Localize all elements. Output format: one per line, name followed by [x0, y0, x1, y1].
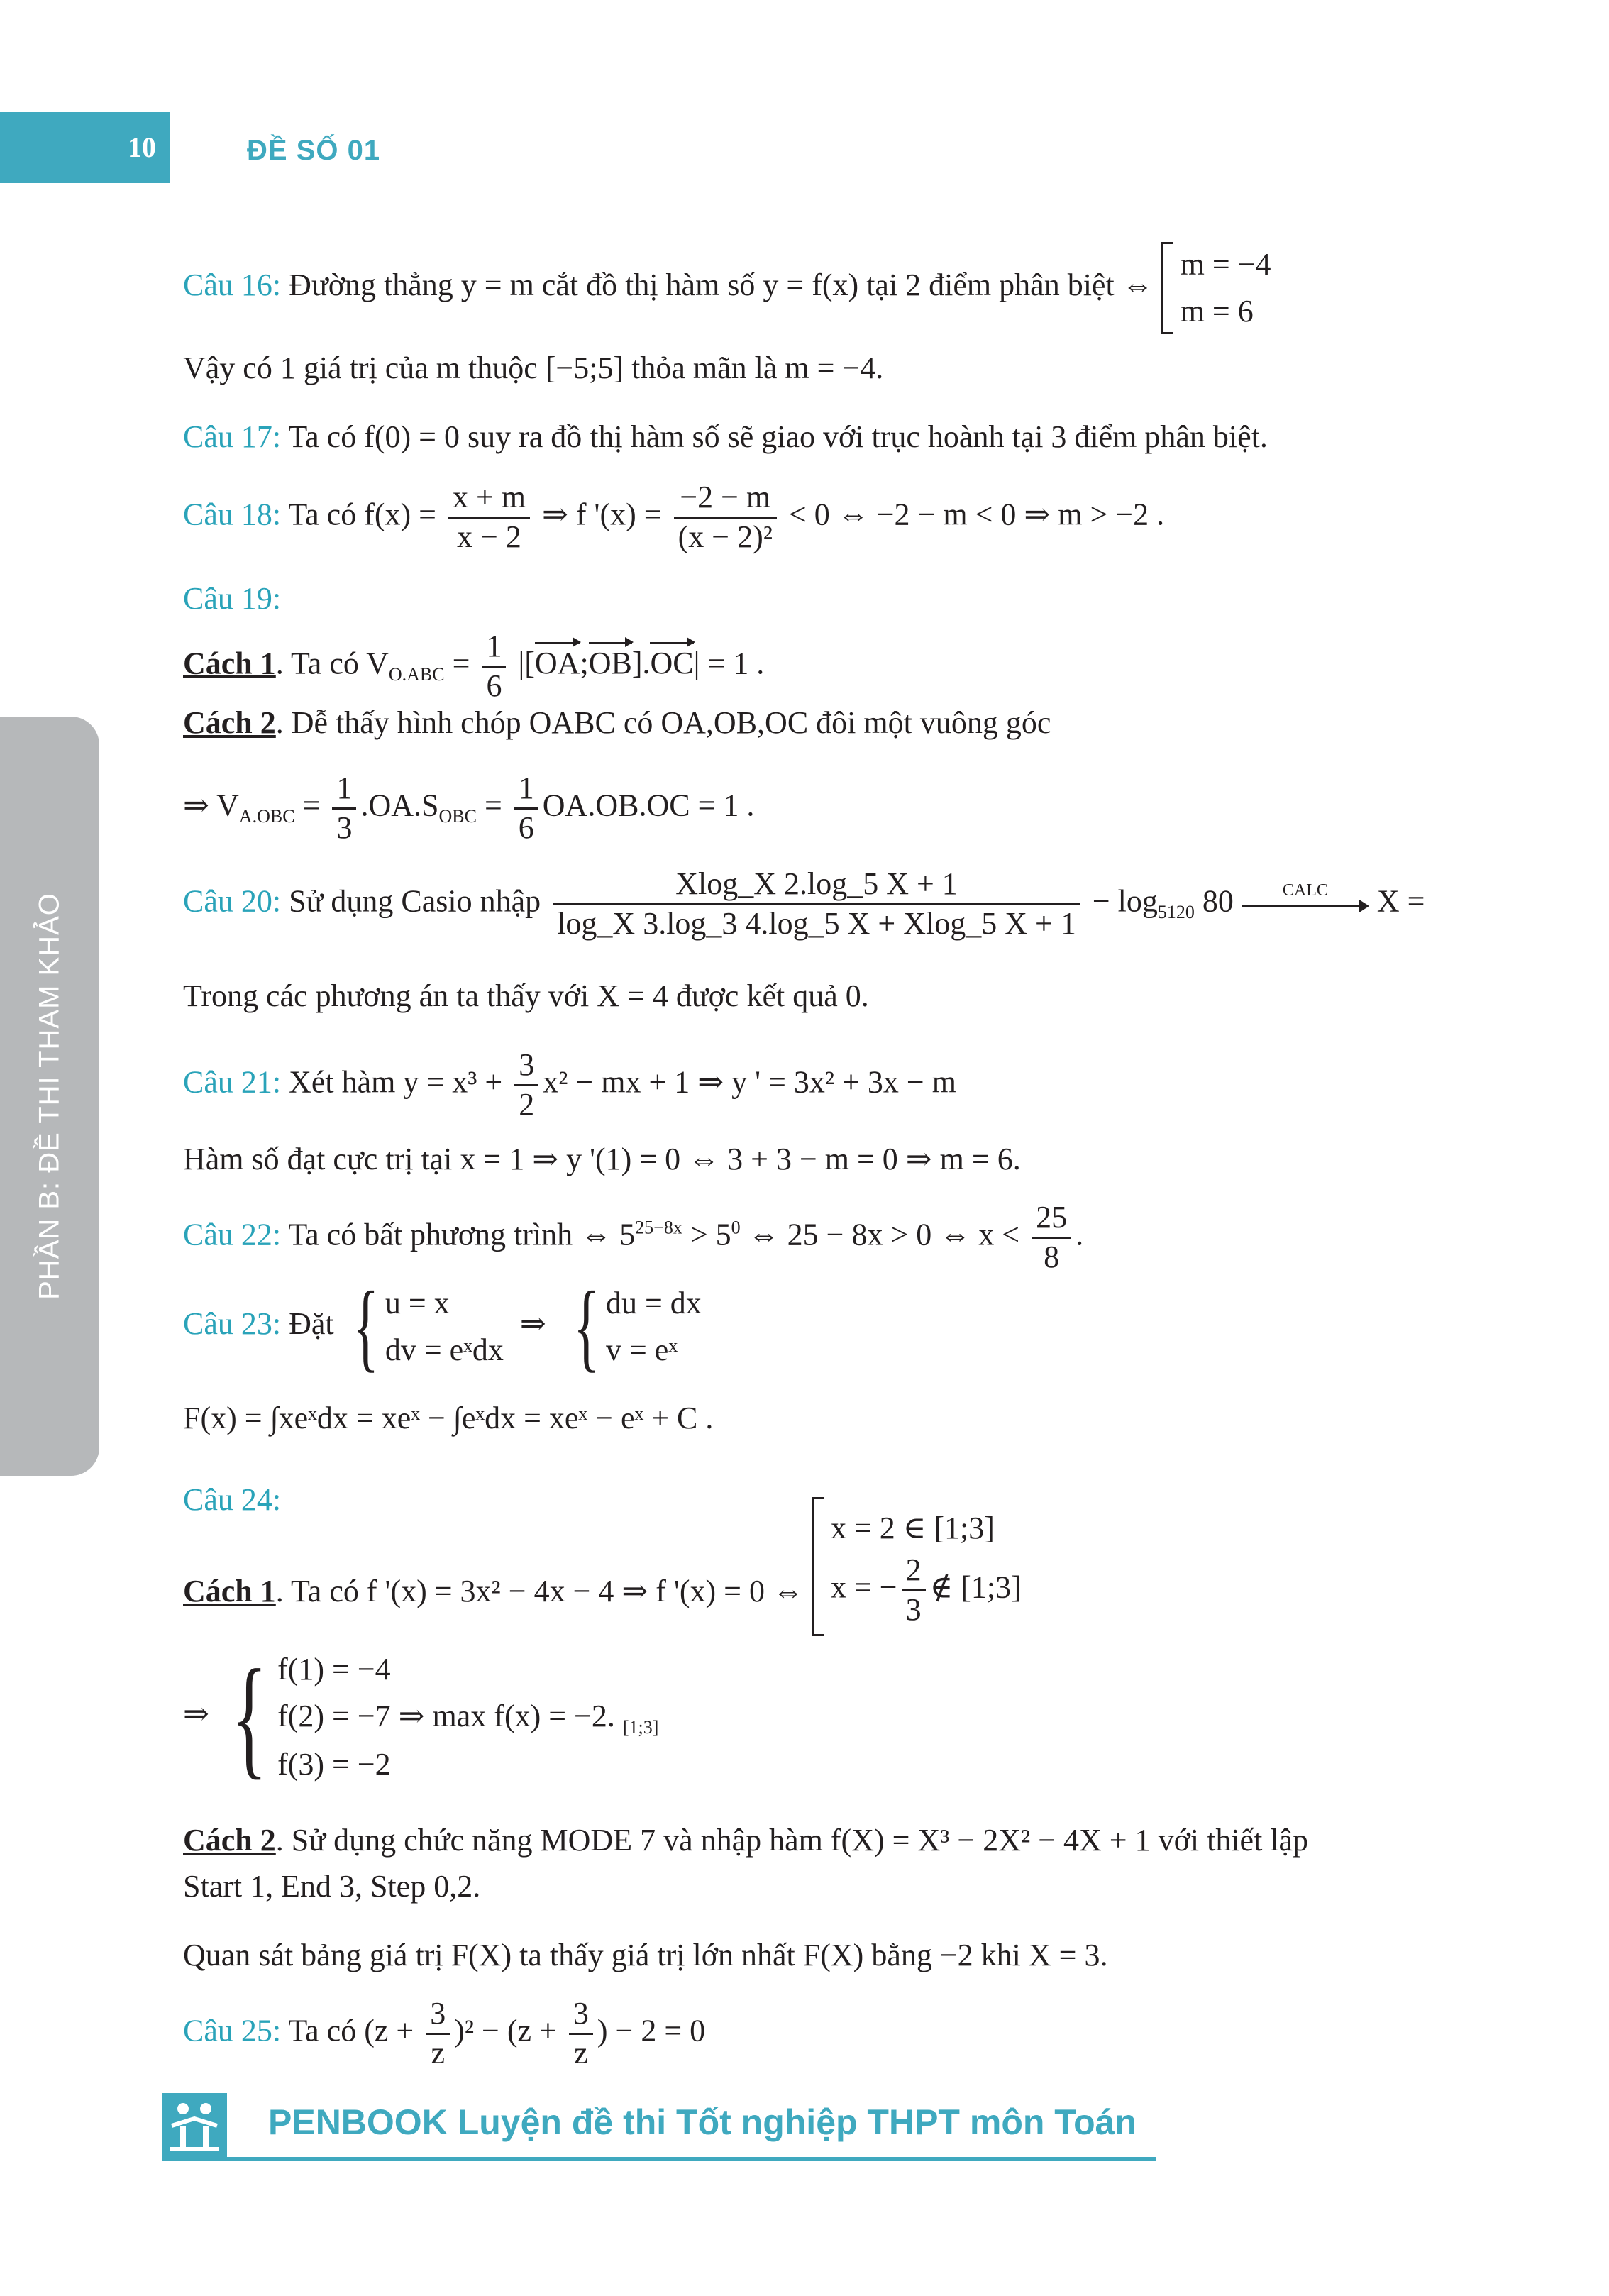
q16-math2: y = f(x) — [763, 267, 859, 303]
q24a-label: Cách 1 — [183, 1573, 276, 1608]
q21-label: Câu 21: — [183, 1064, 282, 1100]
q21-frac-den: 2 — [519, 1086, 535, 1122]
q20-label: Câu 20: — [183, 883, 282, 919]
q24b-row3: f(3) = −2 — [277, 1746, 391, 1782]
q24a-case2-a: x = − — [830, 1569, 897, 1605]
q18-line — [183, 479, 1164, 556]
q21b-text1: Hàm số đạt cực trị tại — [183, 1142, 453, 1176]
q24e-math1: F(X) — [450, 1938, 512, 1972]
q24b-line — [183, 1642, 659, 1792]
q24c-text2: với thiết lập — [1158, 1823, 1309, 1858]
q24a-case1: x = 2 ∈ [1;3] — [830, 1510, 995, 1545]
q23-line — [183, 1271, 702, 1381]
q20-frac-den: log_X 3.log_3 4.log_5 X + Xlog_5 X + 1 — [557, 905, 1076, 941]
q24b-brace: { — [231, 1642, 267, 1792]
q23-stack2 — [606, 1280, 702, 1374]
q23-stack1 — [385, 1280, 504, 1374]
q21-math1: y = x³ + — [403, 1064, 503, 1100]
q19c-frac1 — [332, 770, 356, 847]
page-number: 10 — [0, 112, 170, 183]
q18-frac2 — [674, 479, 777, 556]
q18-math2: ⇒ f '(x) = — [542, 497, 662, 532]
q23-brace2: { — [573, 1271, 599, 1381]
q16b-period: . — [875, 351, 884, 385]
q19c-area: .OA.S — [360, 788, 439, 823]
q18-text1: Ta có — [288, 497, 357, 532]
q16-case1: m = −4 — [1180, 247, 1271, 282]
q19a-line — [183, 628, 764, 705]
q19c-result: OA.OB.OC = 1 . — [542, 788, 755, 823]
q19b-math1: OABC — [529, 705, 616, 740]
q24a-case2-den: 3 — [905, 1591, 922, 1627]
q19-label: Câu 19: — [183, 581, 282, 616]
q23-row3: du = dx — [605, 1286, 702, 1320]
q23-implies: ⇒ — [519, 1306, 546, 1342]
q19b-line — [183, 706, 1051, 740]
q24c-math1: f(X) = X³ − 2X² − 4X + 1 — [830, 1823, 1151, 1858]
section-title: ĐỀ SỐ 01 — [247, 135, 381, 166]
q19a-frac-num: 1 — [482, 628, 506, 668]
q22-math3: ⇔ 25 − 8x > 0 ⇔ x < — [748, 1217, 1020, 1252]
q24b-implies: ⇒ — [183, 1696, 209, 1731]
q24a-case2-num: 2 — [902, 1552, 926, 1591]
q20b-line — [183, 979, 869, 1013]
q19b-text2: có — [623, 705, 653, 740]
q24a-stack — [831, 1505, 1022, 1629]
q19c-volume: ⇒ V — [183, 788, 239, 823]
q24a-line — [183, 1497, 1022, 1636]
q16b-interval: [−5;5] — [545, 351, 624, 385]
q21-frac-num: 3 — [514, 1047, 538, 1086]
q19a-vec-ob: OB — [589, 639, 632, 680]
q22-exp2: 0 — [731, 1217, 741, 1238]
q19b-label: Cách 2 — [183, 705, 276, 740]
q25-math2: )² − (z + — [454, 2013, 557, 2048]
q23-brace1: { — [352, 1271, 379, 1381]
q22-line — [183, 1199, 1083, 1276]
q19a-sep: ; — [580, 646, 589, 681]
q20-arrow-shaft — [1242, 905, 1362, 907]
q22-period: . — [1076, 1217, 1084, 1252]
q16-math1: y = m — [460, 267, 534, 303]
q19a-eq: = — [452, 646, 470, 681]
q20-text1: Sử dụng Casio nhập — [289, 883, 541, 919]
q21b-period: . — [1012, 1142, 1021, 1176]
q23-row1: u = x — [385, 1286, 450, 1320]
q16-iff: ⇔ — [1122, 267, 1154, 303]
q16-stack — [1181, 241, 1271, 335]
q22-frac-num: 25 — [1032, 1199, 1071, 1239]
q25-frac1-num: 3 — [426, 1995, 450, 2035]
q19a-frac-den: 6 — [486, 668, 502, 703]
q16-bracket — [1161, 242, 1173, 334]
q24e-text2: ta thấy giá trị lớn nhất — [519, 1938, 795, 1972]
q16b-text3: thỏa mãn là — [631, 351, 778, 385]
q17-math1: f(0) = 0 — [364, 419, 460, 454]
q19a-text1: . Ta có — [275, 646, 359, 681]
q25-label: Câu 25: — [183, 2013, 282, 2048]
q22-math2: > 5 — [690, 1217, 731, 1252]
q18-frac1-den: x − 2 — [457, 519, 521, 554]
footer-text: PENBOOK Luyện đề thi Tốt nghiệp THPT môn Toán — [268, 2102, 1137, 2142]
q24a-cases — [812, 1497, 1022, 1636]
q20-arg: 80 — [1202, 883, 1234, 919]
q24e-math4: X = 3. — [1028, 1938, 1108, 1972]
q23-row2: dv = eˣdx — [385, 1332, 504, 1367]
q16b-math3: m = −4 — [785, 351, 876, 385]
q16-case2: m = 6 — [1180, 294, 1254, 329]
q17-text1: Ta có — [288, 419, 357, 454]
q18-label: Câu 18: — [183, 497, 282, 532]
penbook-logo-icon — [162, 2093, 227, 2158]
q21-line — [183, 1047, 956, 1124]
q16b-text2: thuộc — [468, 351, 538, 385]
q25-frac2 — [569, 1995, 593, 2073]
q19c-eq2: = — [484, 788, 502, 823]
q19a-volume: V — [366, 646, 389, 681]
q20b-math2: 0 — [845, 978, 861, 1013]
q24b-stack — [277, 1646, 658, 1788]
q24d-period: . — [472, 1869, 481, 1904]
q24a-case2-b: ∉ [1;3] — [929, 1569, 1022, 1605]
q18-frac1-num: x + m — [448, 479, 530, 519]
q16-label: Câu 16: — [183, 267, 282, 303]
footer-underline — [162, 2157, 1156, 2161]
q25-frac1-den: z — [431, 2035, 445, 2070]
q20b-text2: được kết quả — [675, 978, 838, 1013]
q23-label: Câu 23: — [183, 1306, 282, 1342]
q25-frac1 — [426, 1995, 450, 2073]
q21b-line — [183, 1142, 1021, 1176]
q24e-line — [183, 1938, 1108, 1972]
q24a-bracket — [812, 1497, 824, 1636]
q22-label: Câu 22: — [183, 1217, 282, 1252]
q18-frac2-num: −2 − m — [674, 479, 777, 519]
q22-frac-den: 8 — [1044, 1239, 1060, 1274]
q21-text1: Xét hàm — [289, 1064, 396, 1100]
q23b-line — [183, 1401, 713, 1435]
q18-frac2-den: (x − 2)² — [678, 519, 773, 554]
q19a-label: Cách 1 — [183, 646, 276, 681]
q24a-case2-frac — [902, 1552, 926, 1629]
q16b-math1: m — [436, 351, 460, 385]
q20-frac-num: Xlog_X 2.log_5 X + 1 — [553, 866, 1080, 905]
penbook-logo-svg — [162, 2093, 227, 2158]
q18-frac1 — [448, 479, 530, 556]
q20-calc-label: CALC — [1282, 881, 1328, 900]
q21b-math1: x = 1 ⇒ y '(1) = 0 ⇔ 3 + 3 − m = 0 ⇒ m = 6 — [460, 1142, 1013, 1176]
q25-line — [183, 1995, 705, 2073]
q19b-math2: OA,OB,OC — [660, 705, 809, 740]
q24c-line — [183, 1823, 1308, 1858]
q24b-row2-sub: [1;3] — [622, 1716, 659, 1738]
q20-frac — [553, 866, 1080, 943]
q17-text2: suy ra đồ thị hàm số sẽ giao với trục hoành tại 3 điểm phân biệt. — [467, 419, 1268, 454]
q24e-text1: Quan sát bảng giá trị — [183, 1938, 443, 1972]
q17-label: Câu 17: — [183, 419, 282, 454]
q23-row4: v = eˣ — [605, 1332, 678, 1367]
q23-text1: Đặt — [289, 1306, 334, 1342]
q24b-system — [217, 1642, 659, 1792]
q19-line — [183, 582, 281, 616]
q24e-text4: khi — [980, 1938, 1021, 1972]
q19a-frac — [482, 628, 506, 705]
q24-label: Câu 24: — [183, 1482, 282, 1517]
q16b-line — [183, 351, 883, 385]
q20-result: X = — [1376, 883, 1425, 919]
q23-system2 — [563, 1271, 702, 1381]
q22-math1: ⇔ 5 — [580, 1217, 636, 1252]
q16-text: Đường thẳng — [289, 267, 453, 303]
q19a-result: = 1 . — [707, 646, 765, 681]
q19a-vec-oc: OC — [650, 639, 693, 680]
q21-frac — [514, 1047, 538, 1124]
q16-cases — [1161, 241, 1271, 335]
q19c-area-sub: OBC — [438, 806, 477, 827]
q20-line — [183, 866, 1425, 943]
q19c-frac2 — [514, 770, 538, 847]
q22-frac — [1032, 1199, 1071, 1276]
q24d-line — [183, 1870, 480, 1904]
q24a-math1: f '(x) = 3x² − 4x − 4 ⇒ f '(x) = 0 ⇔ — [366, 1573, 804, 1608]
q22-text1: Ta có bất phương trình — [288, 1217, 573, 1252]
q24a-case2 — [831, 1552, 1022, 1629]
q19c-line — [183, 770, 754, 847]
q20-arrow-head — [1359, 900, 1369, 912]
q18-math1: f(x) = — [364, 497, 436, 532]
q16-line — [183, 241, 1271, 335]
q19a-vec-oa: OA — [535, 639, 580, 680]
q24a-text1: . Ta có — [275, 1573, 359, 1608]
q20b-text1: Trong các phương án ta thấy với — [183, 978, 590, 1013]
q21-math2: x² − mx + 1 ⇒ y ' = 3x² + 3x − m — [543, 1064, 956, 1100]
q24b-row1: f(1) = −4 — [277, 1652, 391, 1687]
side-tab-label: PHẦN B: ĐỀ THI THAM KHẢO — [33, 893, 65, 1300]
q16-text2: cắt đồ thị hàm số — [541, 267, 756, 303]
q17-line — [183, 420, 1268, 454]
q23b-math1: F(x) = ∫xeˣdx = xeˣ − ∫eˣdx = xeˣ − eˣ + C . — [183, 1401, 714, 1435]
q25-frac2-num: 3 — [569, 1995, 593, 2035]
q19c-frac2-den: 6 — [518, 810, 534, 845]
q25-text1: Ta có — [288, 2013, 357, 2048]
q19a-volume-sub: O.ABC — [388, 664, 445, 685]
q24d-text1: Start 1, End 3, Step 0,2 — [183, 1869, 473, 1904]
q19c-frac1-num: 1 — [332, 770, 356, 810]
q23-system1 — [342, 1271, 504, 1381]
q19c-frac2-num: 1 — [514, 770, 538, 810]
q19b-text1: . Dễ thấy hình chóp — [275, 705, 521, 740]
q16b-text1: Vậy có 1 giá trị của — [183, 351, 428, 385]
q25-math1: (z + — [364, 2013, 414, 2048]
q18-math3: < 0 ⇔ −2 − m < 0 ⇒ m > −2 . — [788, 497, 1165, 532]
q16-text3: tại 2 điểm phân biệt — [866, 267, 1115, 303]
q25-frac2-den: z — [574, 2035, 588, 2070]
q20-log: − log — [1092, 883, 1158, 919]
q22-exp1: 25−8x — [635, 1217, 682, 1238]
q24a-leftpart — [183, 1574, 804, 1608]
q24e-math3: −2 — [939, 1938, 973, 1972]
q24e-math2: F(X) — [802, 1938, 864, 1972]
q24c-label: Cách 2 — [183, 1823, 276, 1858]
q19c-frac1-den: 3 — [336, 810, 353, 845]
q20b-period: . — [861, 978, 869, 1013]
q20-log-base: 5120 — [1157, 902, 1195, 923]
q19c-eq1: = — [302, 788, 321, 823]
q24b-row2-text: f(2) = −7 ⇒ max f(x) = −2. — [277, 1699, 615, 1733]
q24b-row2 — [277, 1693, 658, 1741]
q20b-math1: X = 4 — [597, 978, 668, 1013]
q20-calc-arrow — [1242, 881, 1369, 918]
q19a-vector-expr: |[OA;OB].OC| — [518, 646, 700, 680]
q25-math3: ) − 2 = 0 — [597, 2013, 706, 2048]
q24e-text3: bằng — [871, 1938, 932, 1972]
q19c-volume-sub: A.OBC — [238, 806, 295, 827]
q19b-text3: đôi một vuông góc — [816, 705, 1051, 740]
q24c-text1: . Sử dụng chức năng MODE 7 và nhập hàm — [275, 1823, 823, 1858]
